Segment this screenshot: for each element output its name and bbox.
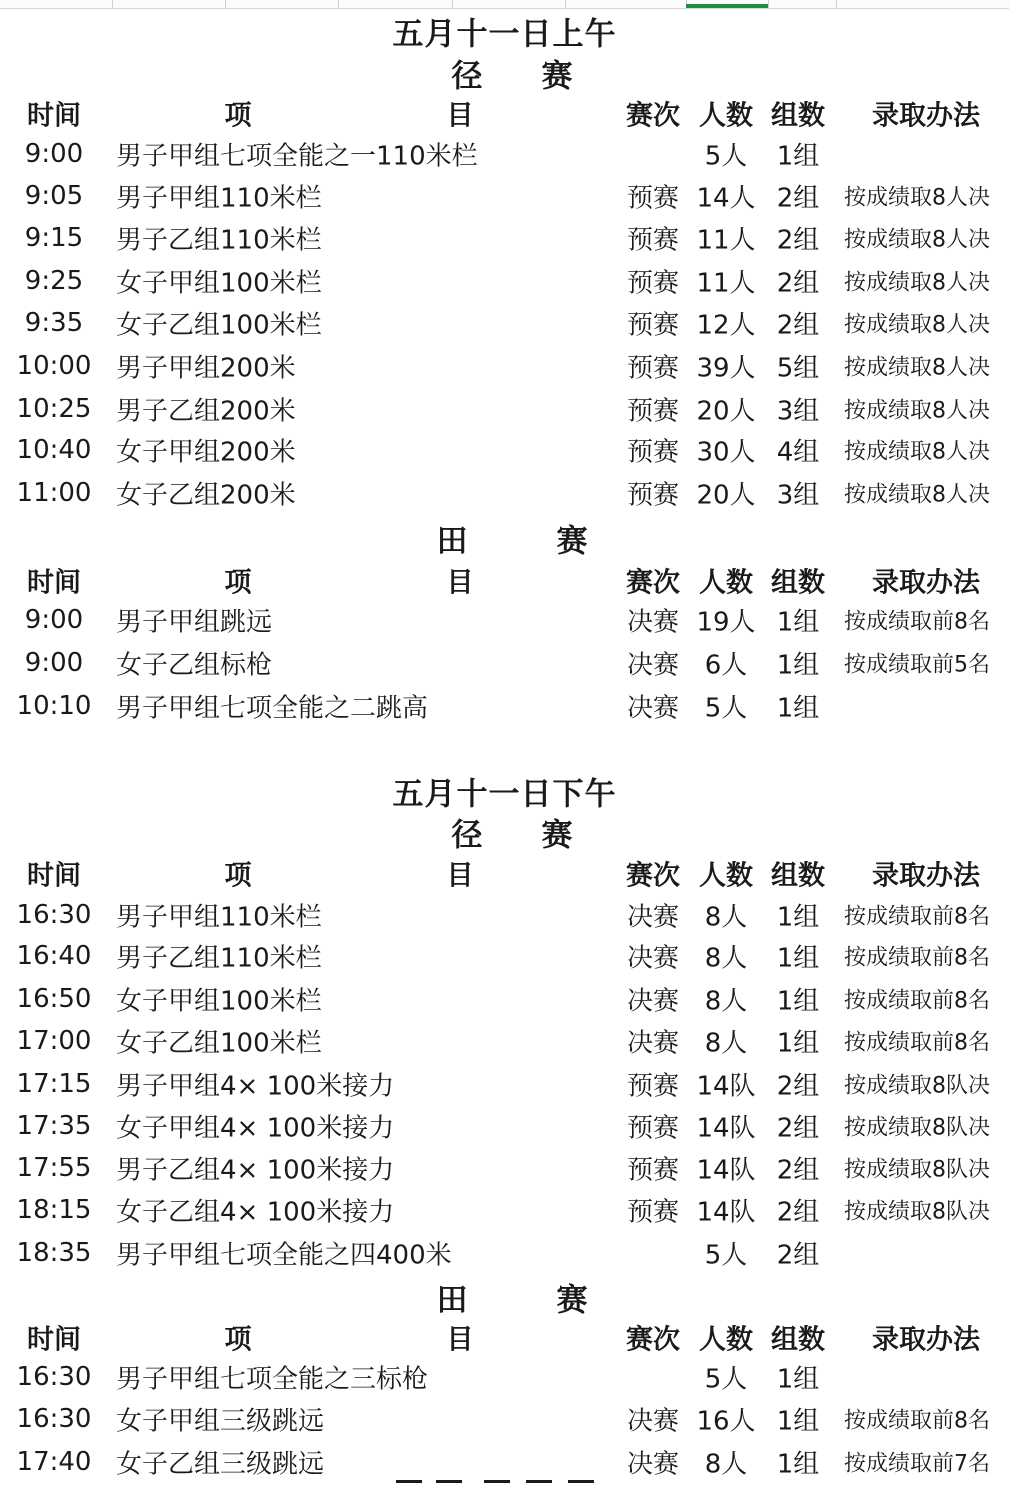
cell-time[interactable]: 9:05 [24, 181, 84, 211]
cell-method[interactable]: 按成绩取8人决 [844, 439, 990, 465]
cell-groups[interactable]: 2组 [776, 310, 820, 341]
cell-method[interactable]: 按成绩取8队决 [844, 1073, 990, 1099]
cell-method[interactable]: 按成绩取前8名 [844, 1030, 990, 1056]
header-item-2: 目 [446, 100, 474, 132]
cell-time[interactable]: 9:00 [24, 139, 84, 169]
header-item: 项 [224, 1324, 252, 1356]
cell-time[interactable]: 9:00 [24, 648, 84, 678]
cell-method[interactable]: 按成绩取8人决 [844, 227, 990, 253]
category-title-char: 田 [436, 523, 468, 560]
header-groups: 组数 [771, 567, 825, 599]
cell-method[interactable]: 按成绩取前8名 [844, 609, 990, 635]
cell-count[interactable]: 14队 [696, 1197, 756, 1228]
cell-round[interactable]: 预赛 [626, 268, 680, 299]
cell-time[interactable]: 16:30 [16, 1404, 92, 1434]
cell-method[interactable]: 按成绩取8队决 [844, 1199, 990, 1225]
column-divider [565, 0, 566, 8]
cell-time[interactable]: 16:40 [16, 941, 92, 971]
cell-event[interactable]: 女子乙组100米栏 [116, 1028, 322, 1059]
header-item: 项 [224, 860, 252, 892]
cell-groups[interactable]: 2组 [776, 268, 820, 299]
cell-count[interactable]: 14队 [696, 1071, 756, 1102]
header-method: 录取办法 [872, 100, 980, 132]
cell-count[interactable]: 5人 [704, 141, 748, 172]
cell-time[interactable]: 18:15 [16, 1195, 92, 1225]
cell-time[interactable]: 10:00 [16, 351, 92, 381]
cell-event[interactable]: 男子甲组七项全能之三标枪 [116, 1364, 429, 1395]
header-count: 人数 [699, 860, 753, 892]
header-time: 时间 [27, 1324, 81, 1356]
cell-round[interactable]: 决赛 [626, 902, 680, 933]
cell-round[interactable]: 决赛 [626, 1028, 680, 1059]
column-divider [452, 0, 453, 8]
cell-count[interactable]: 6人 [704, 650, 748, 681]
cell-time[interactable]: 16:30 [16, 1362, 92, 1392]
header-groups: 组数 [771, 1324, 825, 1356]
cell-event[interactable]: 女子甲组100米栏 [116, 986, 322, 1017]
cell-event[interactable]: 男子甲组七项全能之四400米 [116, 1240, 452, 1271]
cell-groups[interactable]: 2组 [776, 225, 820, 256]
header-method: 录取办法 [872, 1324, 980, 1356]
cell-count[interactable]: 8人 [704, 1028, 748, 1059]
cell-method[interactable]: 按成绩取前8名 [844, 945, 990, 971]
column-divider [836, 0, 837, 8]
cell-event[interactable]: 女子乙组100米栏 [116, 310, 322, 341]
cell-round[interactable]: 预赛 [626, 1113, 680, 1144]
cell-groups[interactable]: 1组 [776, 902, 820, 933]
cell-round[interactable]: 决赛 [626, 1449, 680, 1480]
cell-event[interactable]: 女子乙组4× 100米接力 [116, 1197, 395, 1228]
cell-event[interactable]: 女子甲组三级跳远 [116, 1406, 325, 1437]
header-item-2: 目 [446, 567, 474, 599]
cell-count[interactable]: 11人 [696, 268, 756, 299]
cell-count[interactable]: 20人 [696, 396, 756, 427]
cell-groups[interactable]: 1组 [776, 1364, 820, 1395]
cell-event[interactable]: 女子乙组标枪 [116, 650, 273, 681]
cell-count[interactable]: 14人 [696, 183, 756, 214]
cell-method[interactable]: 按成绩取8人决 [844, 355, 990, 381]
header-item-2: 目 [446, 860, 474, 892]
cell-time[interactable]: 16:30 [16, 900, 92, 930]
cell-round[interactable]: 决赛 [626, 1406, 680, 1437]
cell-groups[interactable]: 2组 [776, 1240, 820, 1271]
cell-round[interactable]: 预赛 [626, 437, 680, 468]
cell-event[interactable]: 女子乙组三级跳远 [116, 1449, 325, 1480]
cell-count[interactable]: 19人 [696, 607, 756, 638]
cell-time[interactable]: 16:50 [16, 984, 92, 1014]
cell-groups[interactable]: 2组 [776, 1197, 820, 1228]
cell-method[interactable]: 按成绩取前8名 [844, 904, 990, 930]
cell-time[interactable]: 9:35 [24, 308, 84, 338]
header-round: 赛次 [626, 1324, 680, 1356]
cell-event[interactable]: 男子乙组200米 [116, 396, 296, 427]
header-time: 时间 [27, 567, 81, 599]
cell-groups[interactable]: 1组 [776, 141, 820, 172]
cell-method[interactable]: 按成绩取8人决 [844, 482, 990, 508]
day-title: 五月十一日下午 [392, 776, 617, 813]
header-time: 时间 [27, 100, 81, 132]
cell-event[interactable]: 男子甲组七项全能之一110米栏 [116, 141, 478, 172]
cell-time[interactable]: 18:35 [16, 1238, 92, 1268]
category-title-char: 田 [436, 1282, 468, 1319]
column-divider [112, 0, 113, 8]
header-count: 人数 [699, 100, 753, 132]
cell-event[interactable]: 男子甲组110米栏 [116, 902, 322, 933]
cell-round[interactable]: 预赛 [626, 225, 680, 256]
cell-groups[interactable]: 2组 [776, 183, 820, 214]
cell-groups[interactable]: 1组 [776, 943, 820, 974]
cell-count[interactable]: 8人 [704, 1449, 748, 1480]
cell-groups[interactable]: 2组 [776, 1071, 820, 1102]
cell-time[interactable]: 17:40 [16, 1447, 92, 1477]
cell-event[interactable]: 男子甲组110米栏 [116, 183, 322, 214]
cell-count[interactable]: 16人 [696, 1406, 756, 1437]
cell-count[interactable]: 12人 [696, 310, 756, 341]
cell-round[interactable]: 决赛 [626, 607, 680, 638]
cell-count[interactable]: 39人 [696, 353, 756, 384]
cell-count[interactable]: 20人 [696, 480, 756, 511]
column-divider [768, 0, 769, 8]
header-item-2: 目 [446, 1324, 474, 1356]
header-round: 赛次 [626, 100, 680, 132]
cell-groups[interactable]: 1组 [776, 1406, 820, 1437]
cell-event[interactable]: 男子乙组4× 100米接力 [116, 1155, 395, 1186]
cell-count[interactable]: 30人 [696, 437, 756, 468]
cell-count[interactable]: 8人 [704, 986, 748, 1017]
header-item: 项 [224, 567, 252, 599]
category-title-char: 赛 [556, 1282, 588, 1319]
category-title-char: 赛 [541, 58, 573, 95]
cell-time[interactable]: 9:15 [24, 223, 84, 253]
cell-method[interactable]: 按成绩取8队决 [844, 1157, 990, 1183]
cell-event[interactable]: 男子甲组200米 [116, 353, 296, 384]
cell-round[interactable]: 决赛 [626, 650, 680, 681]
category-title-char: 径 [451, 58, 483, 95]
cell-groups[interactable]: 3组 [776, 480, 820, 511]
cell-event[interactable]: 男子甲组七项全能之二跳高 [116, 693, 429, 724]
cell-groups[interactable]: 5组 [776, 353, 820, 384]
cell-time[interactable]: 17:35 [16, 1111, 92, 1141]
cell-time[interactable]: 9:00 [24, 605, 84, 635]
cell-count[interactable]: 5人 [704, 1240, 748, 1271]
cell-round[interactable]: 决赛 [626, 693, 680, 724]
cell-groups[interactable]: 3组 [776, 396, 820, 427]
cell-method[interactable]: 按成绩取8人决 [844, 398, 990, 424]
header-method: 录取办法 [872, 567, 980, 599]
day-title: 五月十一日上午 [392, 16, 617, 53]
cell-time[interactable]: 17:55 [16, 1153, 92, 1183]
cell-round[interactable]: 预赛 [626, 1197, 680, 1228]
header-count: 人数 [699, 567, 753, 599]
cell-event[interactable]: 男子甲组4× 100米接力 [116, 1071, 395, 1102]
header-round: 赛次 [626, 567, 680, 599]
cell-count[interactable]: 14队 [696, 1155, 756, 1186]
cell-count[interactable]: 8人 [704, 943, 748, 974]
next-day-title-cutoff [392, 1480, 622, 1490]
column-divider [225, 0, 226, 8]
header-round: 赛次 [626, 860, 680, 892]
header-groups: 组数 [771, 100, 825, 132]
cell-method[interactable]: 按成绩取前5名 [844, 652, 990, 678]
cell-count[interactable]: 11人 [696, 225, 756, 256]
cell-time[interactable]: 11:00 [16, 478, 92, 508]
column-divider [338, 0, 339, 8]
cell-method[interactable]: 按成绩取8队决 [844, 1115, 990, 1141]
cell-groups[interactable]: 2组 [776, 1113, 820, 1144]
cell-method[interactable]: 按成绩取8人决 [844, 312, 990, 338]
cell-groups[interactable]: 1组 [776, 607, 820, 638]
cell-time[interactable]: 10:40 [16, 435, 92, 465]
cell-round[interactable]: 预赛 [626, 1071, 680, 1102]
cell-event[interactable]: 男子乙组110米栏 [116, 225, 322, 256]
cell-round[interactable]: 预赛 [626, 480, 680, 511]
cell-groups[interactable]: 1组 [776, 1449, 820, 1480]
cell-round[interactable]: 预赛 [626, 1155, 680, 1186]
cell-time[interactable]: 17:15 [16, 1069, 92, 1099]
cell-groups[interactable]: 1组 [776, 693, 820, 724]
cell-count[interactable]: 5人 [704, 1364, 748, 1395]
cell-round[interactable]: 决赛 [626, 943, 680, 974]
cell-groups[interactable]: 4组 [776, 437, 820, 468]
cell-round[interactable]: 预赛 [626, 310, 680, 341]
cell-round[interactable]: 预赛 [626, 353, 680, 384]
cell-groups[interactable]: 2组 [776, 1155, 820, 1186]
selected-column-indicator[interactable] [686, 4, 768, 8]
cell-event[interactable]: 女子乙组200米 [116, 480, 296, 511]
cell-event[interactable]: 女子甲组200米 [116, 437, 296, 468]
header-time: 时间 [27, 860, 81, 892]
cell-groups[interactable]: 1组 [776, 986, 820, 1017]
category-title-char: 径 [451, 817, 483, 854]
cell-method[interactable]: 按成绩取8人决 [844, 185, 990, 211]
header-item: 项 [224, 100, 252, 132]
cell-event[interactable]: 男子乙组110米栏 [116, 943, 322, 974]
cell-method[interactable]: 按成绩取前8名 [844, 1408, 990, 1434]
header-method: 录取办法 [872, 860, 980, 892]
cell-groups[interactable]: 1组 [776, 1028, 820, 1059]
cell-event[interactable]: 女子甲组4× 100米接力 [116, 1113, 395, 1144]
category-title-char: 赛 [541, 817, 573, 854]
cell-groups[interactable]: 1组 [776, 650, 820, 681]
cell-round[interactable]: 决赛 [626, 986, 680, 1017]
cell-method[interactable]: 按成绩取前8名 [844, 988, 990, 1014]
cell-time[interactable]: 10:10 [16, 691, 92, 721]
header-count: 人数 [699, 1324, 753, 1356]
cell-count[interactable]: 5人 [704, 693, 748, 724]
cell-method[interactable]: 按成绩取8人决 [844, 270, 990, 296]
cell-event[interactable]: 男子甲组跳远 [116, 607, 273, 638]
category-title-char: 赛 [556, 523, 588, 560]
cell-count[interactable]: 8人 [704, 902, 748, 933]
cell-count[interactable]: 14队 [696, 1113, 756, 1144]
cell-round[interactable]: 预赛 [626, 396, 680, 427]
cell-time[interactable]: 9:25 [24, 266, 84, 296]
cell-time[interactable]: 10:25 [16, 394, 92, 424]
cell-event[interactable]: 女子甲组100米栏 [116, 268, 322, 299]
cell-time[interactable]: 17:00 [16, 1026, 92, 1056]
cell-round[interactable]: 预赛 [626, 183, 680, 214]
header-groups: 组数 [771, 860, 825, 892]
cell-method[interactable]: 按成绩取前7名 [844, 1451, 990, 1477]
